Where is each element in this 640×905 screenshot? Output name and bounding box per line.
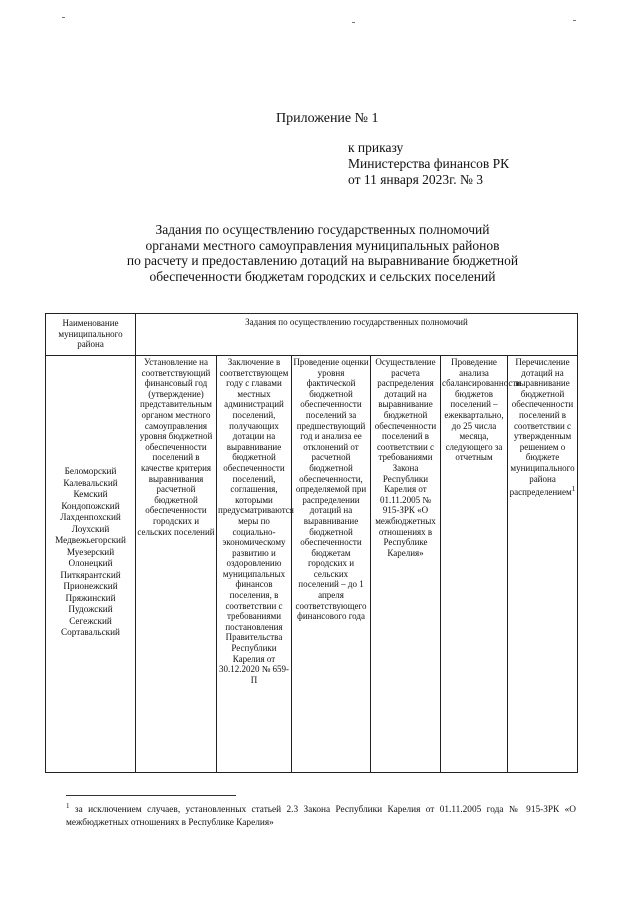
heading-line: по расчету и предоставлению дотаций на выравнивание бюджетной: [126, 253, 519, 268]
heading-line: органами местного самоуправления муниципальных районов: [145, 237, 500, 253]
region-list-cell: [46, 356, 136, 773]
footnote-divider: [66, 795, 236, 796]
region-name: Калевальский: [63, 477, 118, 488]
scan-speck: [352, 22, 355, 23]
region-name: Питкярантский: [60, 569, 121, 580]
region-name: Лоухский: [71, 523, 110, 534]
task-cell-transfer-text: Перечисление дотаций на выравнивание бюджетной обеспеченности поселений в соответствии с утвержденным решением о бюджете муниципального района распределением: [509, 357, 575, 498]
footnote: [66, 800, 576, 829]
column-header-region: Наименование муниципального района: [46, 314, 136, 356]
order-line: к приказу: [348, 140, 404, 155]
tasks-table: [45, 313, 578, 773]
order-line: от 11 января 2023г. № 3: [348, 172, 483, 187]
region-name: Олонецкий: [68, 558, 113, 568]
task-cell-transfer: [508, 356, 578, 773]
footnote-marker: 1: [571, 484, 576, 494]
table-row: [46, 356, 578, 773]
footnote-text: за исключением случаев, установленных статьей 2.3 Закона Республики Карелия от 01.11.2005 года № 915-ЗРК «О межбюджетных отношениях в Республике Карелия»: [66, 805, 576, 828]
task-cell-calculation: Осуществление расчета распределения дотаций на выравнивание бюджетной обеспеченности поселений в соответствии с требованиями Закона Республики Карелия от 01.11.2005 № 915-ЗРК «О межбюджетных отношениях в Республике Карелия»: [371, 356, 441, 773]
order-reference: [348, 140, 509, 188]
scan-speck: [62, 17, 65, 18]
heading-line: Задания по осуществлению государственных полномочий: [155, 222, 490, 237]
region-name: Муезерский: [66, 546, 115, 557]
task-cell-norm-setting: Установление на соответствующий финансовый год (утверждение) представительным органом местного самоуправления уровня бюджетной обеспеченности поселений в качестве критерия выравнивания расчетной бюджетной обеспеченности городских и сельских поселений: [136, 356, 217, 773]
task-cell-assessment: Проведение оценки уровня фактической бюджетной обеспеченности поселений за предшествующий год и анализа ее отклонений от расчетной бюджетной обеспеченности, определяемой при распределении дотаций на выравнивание бюджетной обеспеченности бюджетам городских и сельских поселений – до 1 апреля соответствующего финансового года: [292, 356, 371, 773]
footnote-number: 1: [66, 802, 70, 810]
region-name: Сегежский: [69, 615, 112, 626]
region-name: Кондопожский: [61, 500, 120, 511]
table-header-row: [46, 314, 578, 356]
region-name: Беломорский: [64, 466, 117, 476]
region-name: Кемский: [73, 489, 108, 499]
scan-speck: [573, 20, 576, 21]
task-cell-analysis: Проведение анализа сбалансированности бюджетов поселений – ежеквартально, до 25 числа месяца, следующего за отчетным: [441, 356, 508, 773]
region-name: Пудожский: [68, 604, 113, 614]
region-name: Сортавальский: [61, 627, 120, 637]
appendix-title: Приложение № 1: [276, 111, 379, 126]
heading-line: обеспеченности бюджетам городских и сельских поселений: [149, 268, 496, 284]
order-line: Министерства финансов РК: [348, 156, 510, 171]
task-cell-agreements: Заключение в соответствующем году с главами местных администраций поселений, получающих дотации на выравнивание бюджетной обеспеченности поселений, соглашения, которыми предусматриваются меры по социально-экономическому развитию и оздоровлению муниципальных финансов поселения, в соответствии с требованиями постановления Правительства Республики Карелия от 30.12.2020 № 659-П: [217, 356, 292, 773]
column-header-tasks: Задания по осуществлению государственных полномочий: [136, 314, 578, 356]
document-heading: [60, 222, 585, 284]
region-name: Медвежьегорский: [55, 535, 126, 545]
region-name: Прионежский: [63, 581, 118, 591]
region-name: Лахденпохский: [60, 512, 121, 522]
region-name: Пряжинский: [65, 592, 116, 603]
